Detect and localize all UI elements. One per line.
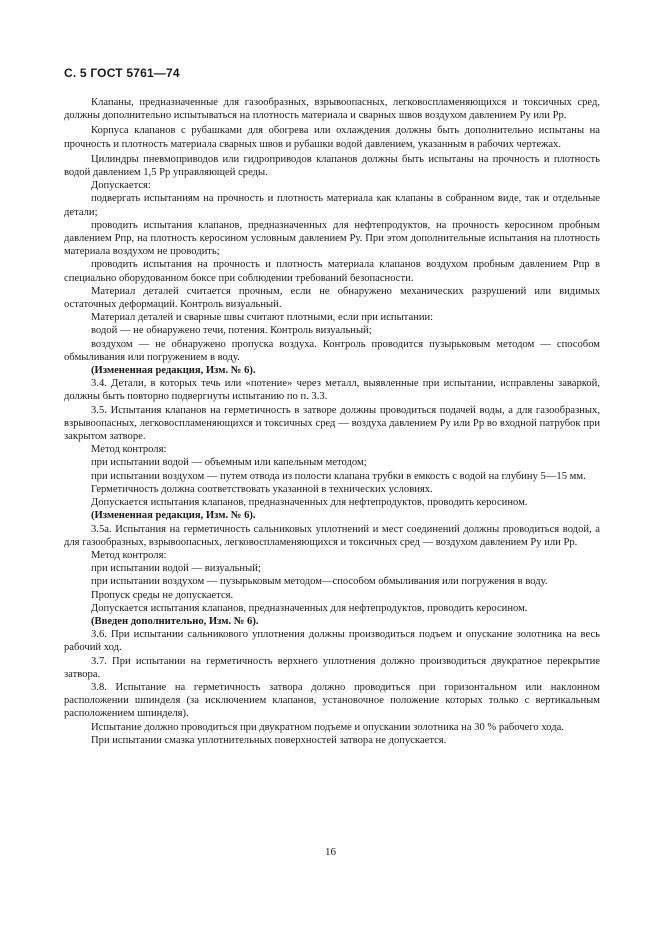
clause-3-4: 3.4. Детали, в которых течь или «потение» через металл, выявленные при испытании, исправлены заваркой, должны быть повторно подвергнуты испытанию по п. 3.3. (64, 378, 600, 403)
paragraph: Метод контроля: (91, 444, 167, 456)
paragraph: воздухом — не обнаружено пропуска воздуха. Контроль проводится пузырьковым методом — способом обмыливания или погружением в воду. (64, 338, 600, 363)
paragraph: Допускается испытания клапанов, предназначенных для нефтепродуктов, проводить керосином. (91, 497, 528, 509)
paragraph: водой — не обнаружено течи, потения. Контроль визуальный; (91, 325, 372, 337)
paragraph: Допускается испытания клапанов, предназначенных для нефтепродуктов, проводить керосином. (91, 602, 528, 614)
paragraph: Герметичность должна соответствовать указанной в технических условиях. (91, 483, 433, 495)
paragraph: при испытании водой — визуальный; (91, 563, 261, 575)
paragraph: проводить испытания на прочность и плотность материала клапанов воздухом пробным давлением Pпр в специально оборудованном боксе при соблюдении требований безопасности. (64, 259, 600, 284)
paragraph: Материал деталей считается прочным, если не обнаружено механических разрушений или видимых остаточных деформаций. Контроль визуальный. (64, 285, 600, 311)
body-text (64, 96, 600, 747)
paragraph: Пропуск среды не допускается. (91, 589, 234, 601)
paragraph: Метод контроля: (91, 549, 167, 561)
paragraph: Корпуса клапанов с рубашками для обогрева или охлаждения должны быть дополнительно испытаны на прочность и плотность материала сварных швов и рубашки водой давлением, указанным в рабочих чертежах. (64, 125, 600, 150)
amendment-note: (Измененная редакция, Изм. № 6). (91, 510, 256, 522)
paragraph: Испытание должно проводиться при двукратном подъеме и опускании золотника на 30 % рабочего хода. (91, 721, 564, 733)
page-number: 16 (325, 846, 336, 858)
paragraph: при испытании водой — объемным или капельным методом; (91, 457, 367, 469)
paragraph: при испытании воздухом — путем отвода из полости клапана трубки в емкость с водой на глубину 5—15 мм. (91, 470, 586, 482)
amendment-note: (Измененная редакция, Изм. № 6). (91, 365, 256, 377)
paragraph: Цилиндры пневмоприводов или гидроприводов клапанов должны быть испытаны на прочность и плотность водой давлением 1,5 Pр управляющей среды. (64, 153, 600, 179)
paragraph: При испытании смазка уплотнительных поверхностей затвора не допускается. (91, 734, 447, 746)
clause-3-6: 3.6. При испытании сальникового уплотнения должны производиться подъем и опускание золотника на весь рабочий ход. (64, 629, 600, 654)
amendment-note: (Введен дополнительно, Изм. № 6). (91, 615, 259, 627)
paragraph: Допускается: (91, 180, 151, 192)
clause-3-5: 3.5. Испытания клапанов на герметичность в затворе должны проводиться подачей воды, а для газообразных, взрывоопасных, легковоспламеняющихся и токсичных сред — воздуха давлением Pу или Pр во входной патрубок при закрытом затворе. (64, 404, 600, 443)
paragraph: Материал деталей и сварные швы считают плотными, если при испытании: (91, 312, 434, 324)
page-header: С. 5 ГОСТ 5761—74 (64, 66, 180, 80)
clause-3-7: 3.7. При испытании на герметичность верхнего уплотнения должно производиться двукратное перекрытие затвора. (64, 655, 600, 680)
clause-3-8: 3.8. Испытание на герметичность затвора должно проводиться при горизонтальном или наклонном расположении шпинделя (за исключением клапанов, установочное положение которых только с вертикальным расположением шпинделя). (64, 681, 600, 720)
paragraph: подвергать испытаниям на прочность и плотность материала как клапаны в собранном виде, так и отдельные детали; (64, 193, 600, 218)
clause-3-5a: 3.5а. Испытания на герметичность сальниковых уплотнений и мест соединений должны проводиться водой, а для газообразных, взрывоопасных, легковоспламеняющихся и токсичных сред — воздухом давлением Pу или Pр. (64, 523, 600, 548)
paragraph: проводить испытания клапанов, предназначенных для нефтепродуктов, на прочность керосином пробным давлением Pпр, на плотность керосином условным давлением Pу. При этом дополнительные испытания на плотность материала воздухом не проводить; (64, 219, 600, 258)
paragraph: при испытании воздухом — пузырьковым методом—способом обмыливания или погружения в воду. (91, 576, 548, 588)
paragraph: Клапаны, предназначенные для газообразных, взрывоопасных, легковоспламеняющихся и токсичных сред, должны дополнительно испытываться на плотность материала и сварных швов воздухом давлением Pу или Pр. (64, 97, 600, 122)
